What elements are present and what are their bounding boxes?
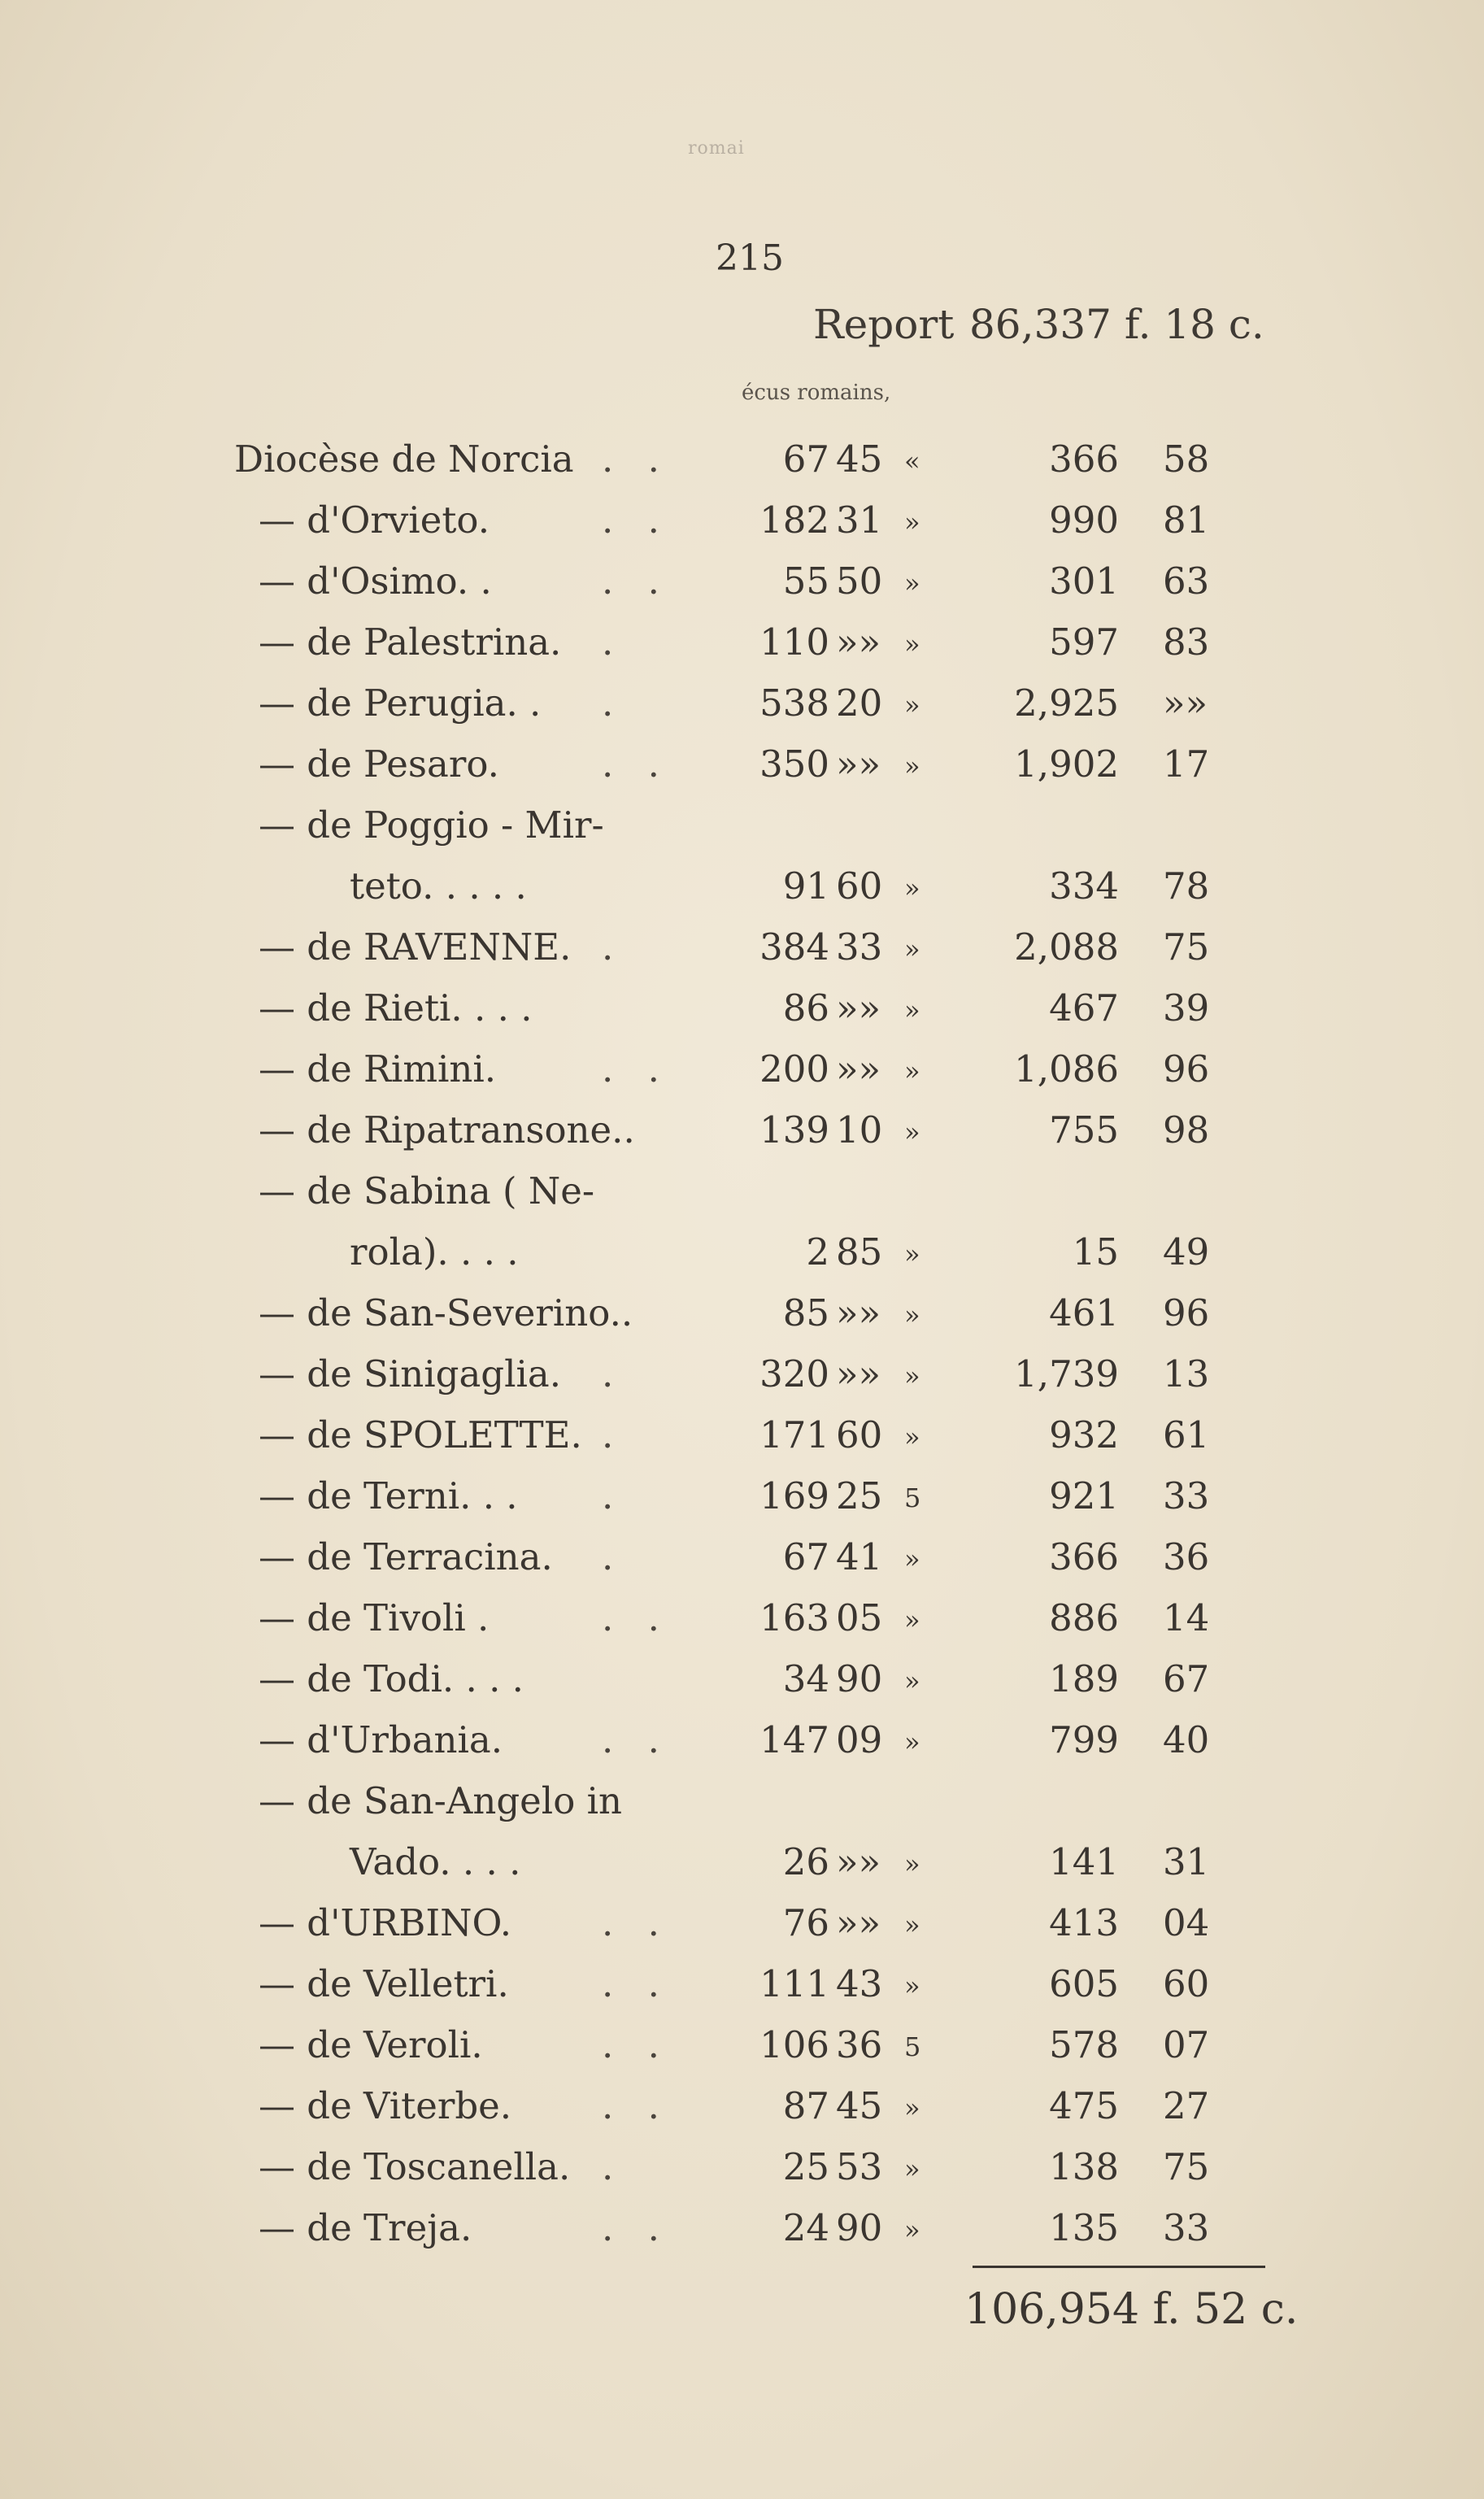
francs-value: 799 bbox=[1049, 1718, 1119, 1761]
diocese-name: — de Toscanella. bbox=[259, 2145, 571, 2188]
francs-value: 461 bbox=[1049, 1291, 1119, 1334]
centimes-value: 96 bbox=[1163, 1291, 1210, 1334]
ecus-mark: » bbox=[904, 2092, 920, 2123]
table-row bbox=[0, 858, 1484, 919]
ecus-cents: 43 bbox=[836, 1962, 883, 2005]
diocese-name: — de San-Severino.. bbox=[259, 1291, 633, 1334]
ecus-value: 110 bbox=[759, 620, 829, 664]
table-row bbox=[0, 1651, 1484, 1712]
francs-value: 886 bbox=[1049, 1596, 1119, 1639]
leader-dots: . . bbox=[602, 2023, 671, 2066]
table-row bbox=[0, 1407, 1484, 1468]
ecus-cents: »» bbox=[836, 1352, 881, 1395]
ecus-cents: 20 bbox=[836, 681, 883, 725]
ecus-cents: 41 bbox=[836, 1535, 883, 1578]
ecus-mark: » bbox=[904, 1848, 920, 1879]
diocese-name: — de Sinigaglia. bbox=[259, 1352, 561, 1395]
ecus-cents: »» bbox=[836, 742, 881, 786]
table-row bbox=[0, 1773, 1484, 1834]
diocese-name: — de Palestrina. bbox=[259, 620, 562, 664]
ecus-mark: » bbox=[904, 2153, 920, 2184]
table-row bbox=[0, 2200, 1484, 2261]
diocese-name: — de Veroli. bbox=[259, 2023, 483, 2066]
centimes-value: 40 bbox=[1163, 1718, 1210, 1761]
francs-value: 2,925 bbox=[1014, 681, 1119, 725]
ecus-cents: »» bbox=[836, 1840, 881, 1883]
ecus-value: 200 bbox=[759, 1047, 829, 1091]
ecus-cents: 10 bbox=[836, 1108, 883, 1152]
francs-value: 138 bbox=[1049, 2145, 1119, 2188]
centimes-value: 75 bbox=[1163, 2145, 1210, 2188]
table-row bbox=[0, 1285, 1484, 1346]
centimes-value: 27 bbox=[1163, 2084, 1210, 2127]
francs-value: 990 bbox=[1049, 498, 1119, 542]
centimes-value: 61 bbox=[1163, 1413, 1210, 1456]
centimes-value: 58 bbox=[1163, 438, 1210, 481]
diocese-name: — de Pesaro. bbox=[259, 742, 499, 786]
ecus-value: 85 bbox=[782, 1291, 829, 1334]
table-row bbox=[0, 1468, 1484, 1529]
ecus-mark: » bbox=[904, 751, 920, 781]
diocese-name: — de Treja. bbox=[259, 2206, 472, 2249]
leader-dots: . . bbox=[602, 559, 671, 603]
ecus-value: 538 bbox=[759, 681, 829, 725]
ecus-mark: » bbox=[904, 1117, 920, 1147]
diocese-name: — de RAVENNE. bbox=[259, 925, 572, 969]
centimes-value: 17 bbox=[1163, 742, 1210, 786]
bleed-through-text: romai bbox=[688, 138, 745, 159]
table-row bbox=[0, 1163, 1484, 1224]
ecus-cents: 31 bbox=[836, 498, 883, 542]
leader-dots: . . bbox=[602, 1962, 671, 2005]
table-row bbox=[0, 2017, 1484, 2078]
ecus-cents: 36 bbox=[836, 2023, 883, 2066]
table-row bbox=[0, 1529, 1484, 1590]
ecus-cents: 90 bbox=[836, 1657, 883, 1700]
ecus-cents: »» bbox=[836, 1047, 881, 1091]
table-row bbox=[0, 492, 1484, 553]
ecus-value: 139 bbox=[759, 1108, 829, 1152]
diocese-table bbox=[0, 431, 1484, 2261]
leader-dots: . . bbox=[602, 438, 671, 481]
total-rule bbox=[973, 2266, 1265, 2268]
ecus-value: 34 bbox=[782, 1657, 829, 1700]
leader-dots: . . bbox=[602, 2084, 671, 2127]
ecus-mark: » bbox=[904, 507, 920, 538]
centimes-value: 98 bbox=[1163, 1108, 1210, 1152]
ecus-cents: 53 bbox=[836, 2145, 883, 2188]
diocese-name: — de Todi. . . . bbox=[259, 1657, 524, 1700]
ecus-cents: »» bbox=[836, 620, 881, 664]
table-row bbox=[0, 431, 1484, 492]
diocese-name: — de Tivoli . bbox=[259, 1596, 490, 1639]
ecus-mark: » bbox=[904, 1421, 920, 1452]
diocese-name: Diocèse de Norcia bbox=[234, 438, 574, 481]
francs-value: 413 bbox=[1049, 1901, 1119, 1944]
ecus-cents: 25 bbox=[836, 1474, 883, 1517]
ecus-mark: » bbox=[904, 2214, 920, 2245]
ecus-cents: 09 bbox=[836, 1718, 883, 1761]
diocese-name: — de Ripatransone.. bbox=[259, 1108, 635, 1152]
leader-dots: . bbox=[602, 1352, 625, 1395]
ecus-mark: » bbox=[904, 1543, 920, 1574]
leader-dots: . bbox=[602, 2145, 625, 2188]
francs-value: 932 bbox=[1049, 1413, 1119, 1456]
report-label: Report bbox=[813, 301, 955, 348]
table-row bbox=[0, 1102, 1484, 1163]
ecus-mark: » bbox=[904, 1909, 920, 1940]
ecus-mark: » bbox=[904, 934, 920, 964]
ecus-mark: » bbox=[904, 1970, 920, 2001]
diocese-name: — d'Osimo. . bbox=[259, 559, 492, 603]
ecus-cents: 45 bbox=[836, 2084, 883, 2127]
ecus-cents: 50 bbox=[836, 559, 883, 603]
ecus-value: 169 bbox=[759, 1474, 829, 1517]
centimes-value: 96 bbox=[1163, 1047, 1210, 1091]
francs-value: 578 bbox=[1049, 2023, 1119, 2066]
centimes-value: 49 bbox=[1163, 1230, 1210, 1273]
francs-value: 1,902 bbox=[1014, 742, 1119, 786]
table-row bbox=[0, 2078, 1484, 2139]
ecus-mark: » bbox=[904, 873, 920, 903]
centimes-value: 83 bbox=[1163, 620, 1210, 664]
page-number: 215 bbox=[716, 237, 784, 279]
diocese-name: — de Terni. . . bbox=[259, 1474, 518, 1517]
ecus-value: 320 bbox=[759, 1352, 829, 1395]
ecus-cents: »» bbox=[836, 1901, 881, 1944]
diocese-name: rola). . . . bbox=[350, 1230, 519, 1273]
table-row bbox=[0, 1590, 1484, 1651]
diocese-name: — de San-Angelo in bbox=[259, 1779, 622, 1822]
ecus-value: 350 bbox=[759, 742, 829, 786]
centimes-value: 36 bbox=[1163, 1535, 1210, 1578]
leader-dots: . bbox=[602, 681, 625, 725]
francs-value: 366 bbox=[1049, 1535, 1119, 1578]
francs-value: 467 bbox=[1049, 986, 1119, 1030]
ecus-value: 2 bbox=[806, 1230, 829, 1273]
centimes-value: 13 bbox=[1163, 1352, 1210, 1395]
table-row bbox=[0, 1041, 1484, 1102]
francs-value: 605 bbox=[1049, 1962, 1119, 2005]
centimes-value: »» bbox=[1163, 681, 1208, 725]
ecus-mark: « bbox=[904, 446, 920, 477]
francs-value: 301 bbox=[1049, 559, 1119, 603]
ecus-mark: 5 bbox=[904, 1482, 921, 1513]
table-row bbox=[0, 1834, 1484, 1895]
centimes-value: 78 bbox=[1163, 864, 1210, 908]
centimes-value: 33 bbox=[1163, 1474, 1210, 1517]
diocese-name: — de Perugia. . bbox=[259, 681, 542, 725]
ecus-cents: 33 bbox=[836, 925, 883, 969]
ecus-mark: 5 bbox=[904, 2031, 921, 2062]
table-row bbox=[0, 553, 1484, 614]
leader-dots: . . bbox=[602, 498, 671, 542]
grand-total: 106,954 f. 52 c. bbox=[964, 2285, 1299, 2334]
ecus-value: 87 bbox=[782, 2084, 829, 2127]
ecus-value: 86 bbox=[782, 986, 829, 1030]
francs-value: 366 bbox=[1049, 438, 1119, 481]
table-row bbox=[0, 1712, 1484, 1773]
ecus-value: 106 bbox=[759, 2023, 829, 2066]
centimes-value: 14 bbox=[1163, 1596, 1210, 1639]
francs-value: 15 bbox=[1072, 1230, 1119, 1273]
leader-dots: . bbox=[602, 1413, 625, 1456]
diocese-name: teto. . . . . bbox=[350, 864, 527, 908]
table-row bbox=[0, 1224, 1484, 1285]
centimes-value: 63 bbox=[1163, 559, 1210, 603]
ecus-mark: » bbox=[904, 629, 920, 660]
francs-value: 755 bbox=[1049, 1108, 1119, 1152]
ecus-value: 91 bbox=[782, 864, 829, 908]
table-row bbox=[0, 614, 1484, 675]
ecus-cents: 90 bbox=[836, 2206, 883, 2249]
ecus-mark: » bbox=[904, 1604, 920, 1635]
ecus-cents: 05 bbox=[836, 1596, 883, 1639]
francs-value: 1,739 bbox=[1014, 1352, 1119, 1395]
diocese-name: — de Rimini. bbox=[259, 1047, 497, 1091]
table-row bbox=[0, 1346, 1484, 1407]
leader-dots: . . bbox=[602, 742, 671, 786]
ecus-value: 163 bbox=[759, 1596, 829, 1639]
diocese-name: Vado. . . . bbox=[350, 1840, 521, 1883]
ecus-value: 25 bbox=[782, 2145, 829, 2188]
ecus-value: 76 bbox=[782, 1901, 829, 1944]
table-row bbox=[0, 919, 1484, 980]
centimes-value: 31 bbox=[1163, 1840, 1210, 1883]
ecus-mark: » bbox=[904, 568, 920, 599]
leader-dots: . . bbox=[602, 1718, 671, 1761]
report-value: 86,337 f. 18 c. bbox=[969, 301, 1264, 348]
ecus-mark: » bbox=[904, 995, 920, 1025]
diocese-name: — d'URBINO. bbox=[259, 1901, 512, 1944]
table-row bbox=[0, 1956, 1484, 2017]
table-row bbox=[0, 980, 1484, 1041]
ecus-romains-label: écus romains, bbox=[742, 381, 891, 405]
diocese-name: — de Sabina ( Ne- bbox=[259, 1169, 595, 1212]
ecus-cents: »» bbox=[836, 1291, 881, 1334]
leader-dots: . . bbox=[602, 1047, 671, 1091]
ecus-value: 24 bbox=[782, 2206, 829, 2249]
table-row bbox=[0, 1895, 1484, 1956]
ecus-value: 67 bbox=[782, 438, 829, 481]
ecus-value: 384 bbox=[759, 925, 829, 969]
ecus-value: 67 bbox=[782, 1535, 829, 1578]
diocese-name: — d'Urbania. bbox=[259, 1718, 503, 1761]
ecus-value: 171 bbox=[759, 1413, 829, 1456]
diocese-name: — de Viterbe. bbox=[259, 2084, 512, 2127]
ecus-value: 111 bbox=[759, 1962, 829, 2005]
diocese-name: — de Velletri. bbox=[259, 1962, 509, 2005]
ecus-value: 26 bbox=[782, 1840, 829, 1883]
ecus-value: 182 bbox=[759, 498, 829, 542]
leader-dots: . bbox=[602, 620, 625, 664]
table-row bbox=[0, 797, 1484, 858]
table-row bbox=[0, 736, 1484, 797]
leader-dots: . bbox=[602, 925, 625, 969]
centimes-value: 04 bbox=[1163, 1901, 1210, 1944]
table-row bbox=[0, 675, 1484, 736]
centimes-value: 81 bbox=[1163, 498, 1210, 542]
leader-dots: . bbox=[602, 1474, 625, 1517]
ecus-mark: » bbox=[904, 1361, 920, 1391]
ecus-value: 147 bbox=[759, 1718, 829, 1761]
ecus-mark: » bbox=[904, 1300, 920, 1330]
leader-dots: . . bbox=[602, 1901, 671, 1944]
ecus-mark: » bbox=[904, 1239, 920, 1269]
francs-value: 1,086 bbox=[1014, 1047, 1119, 1091]
diocese-name: — de Poggio - Mir- bbox=[259, 803, 604, 847]
leader-dots: . . bbox=[602, 2206, 671, 2249]
diocese-name: — d'Orvieto. bbox=[259, 498, 490, 542]
centimes-value: 67 bbox=[1163, 1657, 1210, 1700]
francs-value: 475 bbox=[1049, 2084, 1119, 2127]
ecus-mark: » bbox=[904, 690, 920, 721]
leader-dots: . . bbox=[602, 1596, 671, 1639]
ecus-cents: 45 bbox=[836, 438, 883, 481]
centimes-value: 60 bbox=[1163, 1962, 1210, 2005]
centimes-value: 33 bbox=[1163, 2206, 1210, 2249]
francs-value: 334 bbox=[1049, 864, 1119, 908]
centimes-value: 07 bbox=[1163, 2023, 1210, 2066]
ecus-mark: » bbox=[904, 1726, 920, 1757]
francs-value: 189 bbox=[1049, 1657, 1119, 1700]
diocese-name: — de SPOLETTE. bbox=[259, 1413, 582, 1456]
francs-value: 597 bbox=[1049, 620, 1119, 664]
diocese-name: — de Rieti. . . . bbox=[259, 986, 533, 1030]
ecus-mark: » bbox=[904, 1056, 920, 1086]
ecus-cents: 60 bbox=[836, 1413, 883, 1456]
ecus-cents: »» bbox=[836, 986, 881, 1030]
ecus-cents: 60 bbox=[836, 864, 883, 908]
ecus-value: 55 bbox=[782, 559, 829, 603]
centimes-value: 75 bbox=[1163, 925, 1210, 969]
francs-value: 141 bbox=[1049, 1840, 1119, 1883]
table-row bbox=[0, 2139, 1484, 2200]
centimes-value: 39 bbox=[1163, 986, 1210, 1030]
francs-value: 2,088 bbox=[1014, 925, 1119, 969]
ecus-cents: 85 bbox=[836, 1230, 883, 1273]
francs-value: 135 bbox=[1049, 2206, 1119, 2249]
ecus-mark: » bbox=[904, 1665, 920, 1696]
diocese-name: — de Terracina. bbox=[259, 1535, 553, 1578]
leader-dots: . bbox=[602, 1535, 625, 1578]
francs-value: 921 bbox=[1049, 1474, 1119, 1517]
